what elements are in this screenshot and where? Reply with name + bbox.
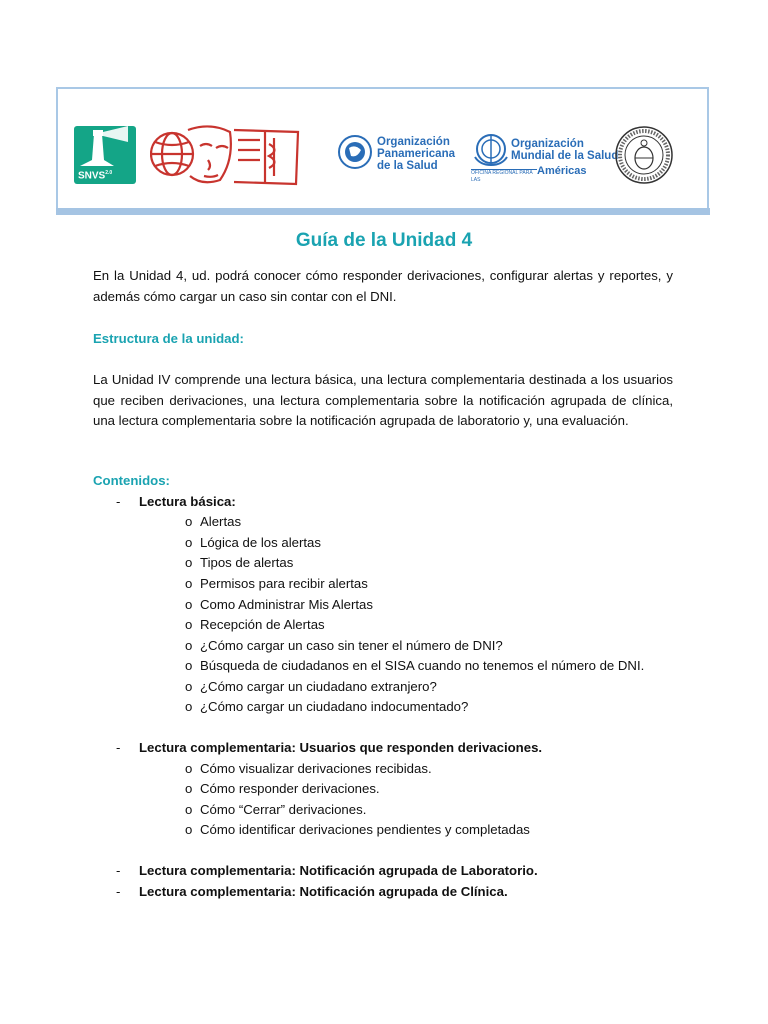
section-label: Lectura complementaria: Notificación agrupada de Laboratorio. bbox=[139, 863, 538, 878]
oms-logo-text: Organización Mundial de la Salud bbox=[511, 138, 619, 162]
bullet-text: Como Administrar Mis Alertas bbox=[200, 597, 373, 612]
bullet-text: Recepción de Alertas bbox=[200, 617, 325, 632]
bullet-marker: o bbox=[185, 535, 193, 550]
bullet-text: Cómo “Cerrar” derivaciones. bbox=[200, 802, 367, 817]
ops-globe-icon bbox=[337, 134, 373, 170]
bullet-text: Búsqueda de ciudadanos en el SISA cuando no tenemos el número de DNI. bbox=[200, 658, 645, 673]
oms-americas: Américas bbox=[537, 165, 587, 177]
bullet-text: Cómo responder derivaciones. bbox=[200, 781, 380, 796]
bullet-text: ¿Cómo cargar un caso sin tener el número de DNI? bbox=[200, 638, 503, 653]
section-label: Lectura complementaria: Usuarios que responden derivaciones. bbox=[139, 740, 543, 755]
structure-heading: Estructura de la unidad: bbox=[93, 331, 244, 346]
bullet-text: ¿Cómo cargar un ciudadano extranjero? bbox=[200, 679, 437, 694]
bullet-marker: o bbox=[185, 822, 193, 837]
dash-marker: - bbox=[116, 740, 121, 755]
bullet-marker: o bbox=[185, 761, 193, 776]
bullet-marker: o bbox=[185, 658, 193, 673]
bullet-text: Permisos para recibir alertas bbox=[200, 576, 368, 591]
oms-globe-icon bbox=[472, 131, 510, 167]
bullet-marker: o bbox=[185, 597, 193, 612]
bullet-marker: o bbox=[185, 555, 193, 570]
bullet-text: Tipos de alertas bbox=[200, 555, 294, 570]
oms-subtitle: OFICINA REGIONAL PARA LAS bbox=[471, 169, 537, 184]
dash-marker: - bbox=[116, 494, 121, 509]
bullet-marker: o bbox=[185, 699, 193, 714]
bullet-marker: o bbox=[185, 781, 193, 796]
dash-marker: - bbox=[116, 884, 121, 899]
bullet-marker: o bbox=[185, 679, 193, 694]
intro-paragraph: En la Unidad 4, ud. podrá conocer cómo responder derivaciones, configurar alertas y reportes, y además cómo cargar un caso sin contar con el DNI. bbox=[93, 268, 673, 304]
snvs-logo bbox=[74, 126, 136, 184]
bullet-text: Lógica de los alertas bbox=[200, 535, 321, 550]
section-label: Lectura básica: bbox=[139, 494, 236, 509]
snvs-label: SNVS bbox=[78, 170, 106, 181]
bullet-marker: o bbox=[185, 514, 193, 529]
bullet-text: Cómo identificar derivaciones pendientes y completadas bbox=[200, 822, 530, 837]
seal-icon bbox=[614, 125, 674, 185]
bullet-text: ¿Cómo cargar un ciudadano indocumentado? bbox=[200, 699, 469, 714]
bullet-marker: o bbox=[185, 617, 193, 632]
banner-divider bbox=[56, 208, 710, 215]
bullet-marker: o bbox=[185, 638, 193, 653]
snvs-version: 2.0 bbox=[105, 169, 113, 176]
dash-marker: - bbox=[116, 863, 121, 878]
contents-heading: Contenidos: bbox=[93, 473, 170, 488]
page-title: Guía de la Unidad 4 bbox=[295, 230, 473, 251]
bullet-marker: o bbox=[185, 802, 193, 817]
unidad-illustration-icon bbox=[150, 120, 300, 188]
section-label: Lectura complementaria: Notificación agrupada de Clínica. bbox=[139, 884, 508, 899]
structure-paragraph: La Unidad IV comprende una lectura básica, una lectura complementaria destinada a los usuarios que reciben derivaciones, una lectura complementaria sobre la notificación agrupada de clínica, una lectura complementaria sobre la notificación agrupada de laboratorio y, una evaluación. bbox=[93, 372, 673, 428]
ops-logo-text: Organización Panamericana de la Salud bbox=[377, 136, 455, 172]
bullet-text: Alertas bbox=[200, 514, 242, 529]
bullet-marker: o bbox=[185, 576, 193, 591]
bullet-text: Cómo visualizar derivaciones recibidas. bbox=[200, 761, 432, 776]
